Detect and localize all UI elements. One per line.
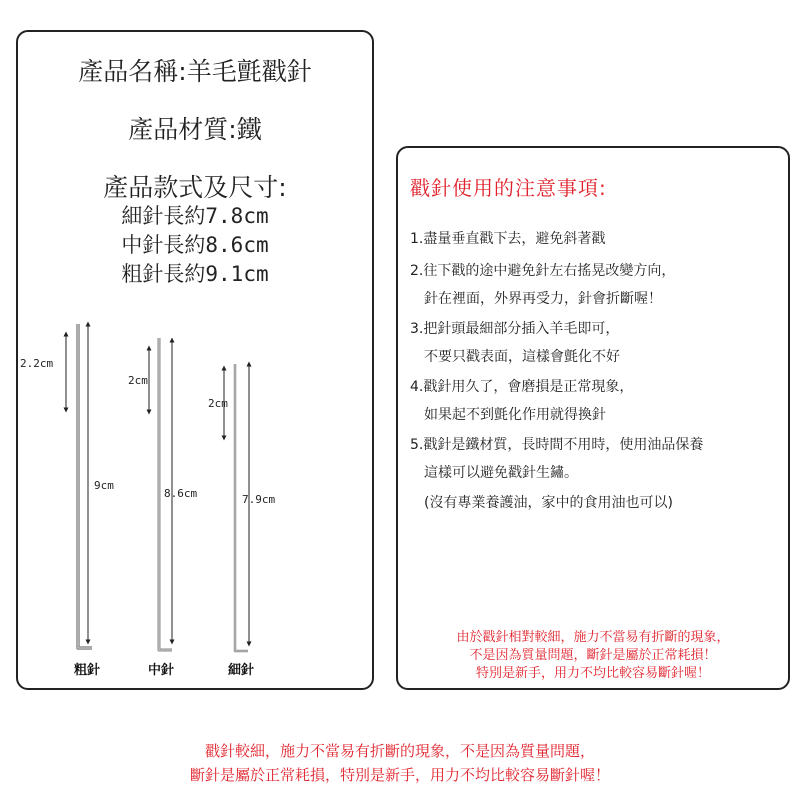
product-material: 產品材質:鐵 (128, 115, 262, 144)
note-line: 4.戳針用久了，會磨損是正常現象， (410, 379, 634, 395)
tip-length-label: 2.2cm (20, 357, 54, 370)
needle-highlight (78, 324, 92, 648)
note-line: 5.戳針是鐵材質，長時間不用時，使用油品保養 (410, 437, 704, 453)
note-line: 不要只戳表面，這樣會氈化不好 (424, 349, 620, 365)
body-length-label: 7.9cm (242, 493, 276, 506)
bottom-notice-line: 戳針較細，施力不當易有折斷的現象，不是因為質量問題， (204, 742, 595, 760)
note-line: 這樣可以避免戳針生鏽。 (424, 465, 578, 481)
needle-caption: 粗針 (74, 663, 101, 678)
note-line: 1.盡量垂直戳下去，避免斜著戳 (410, 231, 606, 247)
size-line-medium: 中針長約8.6cm (121, 233, 269, 257)
note-line: 2.往下戳的途中避免針左右搖晃改變方向， (410, 263, 676, 279)
note-line: 如果起不到氈化作用就得換針 (424, 407, 606, 423)
tip-length-label: 2cm (208, 397, 228, 410)
needle-caption: 細針 (228, 663, 255, 678)
warning-line: 特別是新手，用力不均比較容易斷針喔！ (475, 666, 710, 681)
needle-caption: 中針 (148, 663, 175, 678)
usage-notes-panel (396, 146, 790, 690)
size-line-coarse: 粗針長約9.1cm (121, 262, 269, 286)
needle-shape (235, 364, 248, 651)
note-line: 針在裡面，外界再受力，針會折斷喔！ (424, 291, 662, 307)
note-line: (沒有專業養護油，家中的食用油也可以) (424, 495, 673, 511)
notes-title: 戳針使用的注意事項: (410, 176, 607, 200)
tip-length-label: 2cm (128, 374, 148, 387)
needle-shape (78, 324, 92, 648)
needle-size-diagram (18, 32, 372, 688)
needle-highlight (235, 364, 248, 651)
needle-medium (128, 338, 197, 678)
bottom-notice-line: 斷針是屬於正常耗損，特別是新手，用力不均比較容易斷針喔！ (189, 766, 610, 784)
needle-fine (208, 364, 275, 678)
product-name: 產品名稱:羊毛氈戳針 (78, 57, 312, 86)
warning-line: 由於戳針相對較細，施力不當易有折斷的現象， (456, 630, 730, 645)
body-length-label: 8.6cm (164, 487, 198, 500)
body-length-label: 9cm (94, 479, 114, 492)
size-line-fine: 細針長約7.8cm (121, 204, 269, 228)
product-styles-heading: 產品款式及尺寸: (103, 173, 287, 202)
needle-coarse (20, 324, 114, 678)
note-line: 3.把針頭最細部分插入羊毛即可， (410, 321, 620, 337)
warning-line: 不是因為質量問題，斷針是屬於正常耗損！ (469, 648, 717, 663)
product-info-panel (16, 30, 374, 690)
